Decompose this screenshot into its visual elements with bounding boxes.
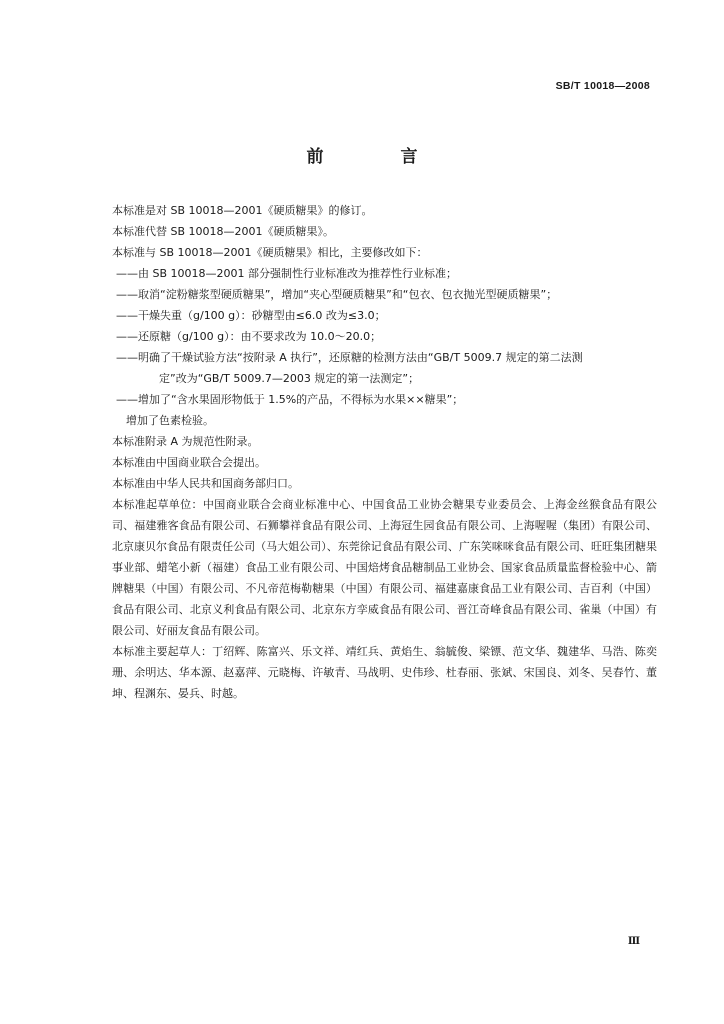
change-item: ——增加了“含水果固形物低于 1.5%的产品，不得标为水果××糖果”；	[116, 393, 464, 406]
paragraph-appendix-note: 本标准附录 A 为规范性附录。	[112, 435, 259, 448]
paragraph-proposed-by: 本标准由中国商业联合会提出。	[112, 456, 266, 469]
page-title: 前 言	[306, 147, 448, 167]
change-item: ——由 SB 10018—2001 部分强制性行业标准改为推荐性行业标准；	[116, 267, 458, 280]
page-number: Ⅲ	[627, 936, 640, 947]
change-item: ——还原糖（g/100 g）：由不要求改为 10.0～20.0；	[116, 330, 382, 343]
paragraph-drafting-units: 本标准起草单位：中国商业联合会商业标准中心、中国食品工业协会糖果专业委员会、上海金丝猴食品有限公司、福建雅客食品有限公司、石狮攀祥食品有限公司、上海冠生园食品有限公司、上海喔喔（集团）有限公司、北京康贝尔食品有限责任公司（马大姐公司）、东莞徐记食品有限公司、广东笑咪咪食品有限公司、旺旺集团糖果事业部、蜡笔小新（福建）食品工业有限公司、中国焙烤食品糖制品工业协会、国家食品质量监督检验中心、箭牌糖果（中国）有限公司、不凡帝范梅勒糖果（中国）有限公司、福建嘉康食品工业有限公司、吉百利（中国）食品有限公司、北京义利食品有限公司、北京东方孪威食品有限公司、晋江奇峰食品有限公司、雀巢（中国）有限公司、好丽友食品有限公司。	[112, 498, 657, 637]
change-item: ——干燥失重（g/100 g）：砂糖型由≤6.0 改为≤3.0；	[116, 309, 386, 322]
change-item: ——取消“淀粉糖浆型硬质糖果”，增加“夹心型硬质糖果”和“包衣、包衣抛光型硬质糖果”；	[116, 288, 558, 301]
paragraph-drafters: 本标准主要起草人：丁绍辉、陈富兴、乐文祥、靖红兵、黄焰生、翁毓俊、梁镖、范文华、魏建华、马浩、陈奕珊、余明达、华本源、赵嘉萍、元晓梅、许敏青、马战明、史伟珍、杜春丽、张斌、宋国良、刘冬、吴春竹、董坤、程渊东、晏兵、时越。	[112, 645, 657, 700]
change-item: ——明确了干燥试验方法“按附录 A 执行”，还原糖的检测方法由“GB/T 5009.7 规定的第二法测	[116, 351, 583, 364]
document-body	[112, 200, 657, 704]
paragraph-replaces-note: 本标准代替 SB 10018—2001《硬质糖果》。	[112, 225, 335, 238]
paragraph-revision-note: 本标准是对 SB 10018—2001《硬质糖果》的修订。	[112, 204, 373, 217]
standard-code: SB/T 10018—2008	[555, 80, 650, 92]
change-item-extra: 增加了色素检验。	[126, 414, 214, 427]
change-item-continuation: 定”改为“GB/T 5009.7—2003 规定的第一法测定”；	[159, 372, 420, 385]
paragraph-changes-intro: 本标准与 SB 10018—2001《硬质糖果》相比，主要修改如下：	[112, 246, 428, 259]
paragraph-managed-by: 本标准由中华人民共和国商务部归口。	[112, 477, 299, 490]
